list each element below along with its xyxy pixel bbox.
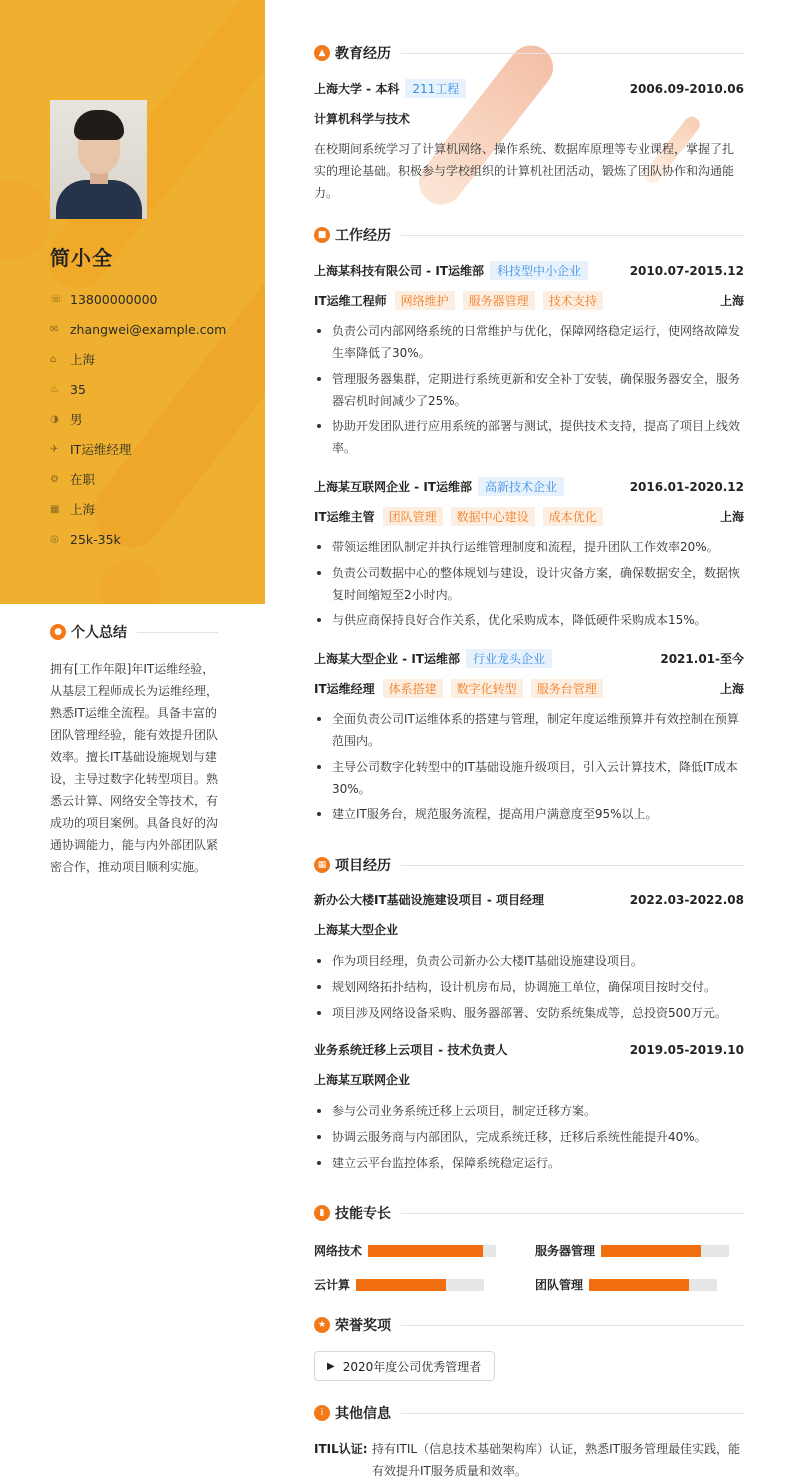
job-bullet: 负责公司内部网络系统的日常维护与优化，保障网络稳定运行，使网络故障发生率降低了30%。 [314, 320, 744, 364]
mail-icon: ✉ [50, 323, 59, 335]
position-icon: ✈ [50, 443, 59, 455]
skill-tag: 数字化转型 [451, 679, 523, 698]
award-item [314, 1351, 495, 1381]
project-bullet: 项目涉及网络设备采购、服务器部署、安防系统集成等，总投资500万元。 [314, 1002, 744, 1024]
skill-name: 云计算 [314, 1278, 351, 1292]
project-name: 新办公大楼IT基础设施建设项目 - 项目经理 [314, 893, 544, 907]
section-title: 技能专长 [335, 1206, 391, 1222]
grid-icon: ▦ [314, 857, 330, 873]
skill-tag: 体系搭建 [383, 679, 443, 698]
job-bullet: 全面负责公司IT运维体系的搭建与管理，制定年度运维预算并有效控制在预算范围内。 [314, 708, 744, 752]
company-tag: 高新技术企业 [478, 477, 564, 496]
skill-tag: 服务器管理 [463, 291, 535, 310]
avatar [50, 100, 147, 219]
award-text: 2020年度公司优秀管理者 [342, 1359, 482, 1374]
divider [401, 1413, 744, 1414]
job-bullet: 与供应商保持良好合作关系，优化采购成本，降低硬件采购成本15%。 [314, 609, 744, 631]
skill-bar [368, 1245, 496, 1257]
info-salary [50, 524, 226, 554]
info-text: 35 [70, 381, 86, 397]
section-header [314, 225, 744, 245]
trophy-icon: ★ [314, 1317, 330, 1333]
info-gender [50, 404, 226, 434]
education-row [314, 79, 744, 98]
education-desc: 在校期间系统学习了计算机网络、操作系统、数据库原理等专业课程，掌握了扎实的理论基础。积极参与学校组织的计算机社团活动，锻炼了团队协作和沟通能力。 [314, 142, 735, 200]
education-date: 2006.09-2010.06 [629, 81, 744, 96]
status-icon: ⚙ [50, 473, 59, 485]
info-position [50, 434, 226, 464]
skill-fill [601, 1245, 701, 1257]
company-tag: 科技型中小企业 [490, 261, 588, 280]
skill-bar [601, 1245, 729, 1257]
skill-item [314, 1276, 484, 1293]
section-header [314, 1315, 744, 1335]
info-city [50, 494, 226, 524]
job-date: 2010.07-2015.12 [629, 263, 744, 278]
info-text: 上海 [70, 352, 96, 367]
job-bullet: 建立IT服务台，规范服务流程，提高用户满意度至95%以上。 [314, 803, 744, 825]
section-header [50, 622, 218, 642]
play-icon: ▶ [327, 1360, 335, 1372]
project-row [314, 1041, 744, 1058]
briefcase-icon: ■ [314, 227, 330, 243]
skill-name: 网络技术 [314, 1244, 363, 1258]
skill-bar [589, 1279, 717, 1291]
section-title: 个人总结 [71, 625, 127, 641]
job-row [314, 649, 744, 668]
section-header [314, 1203, 744, 1223]
school-name: 上海大学 - 本科 [314, 82, 400, 96]
info-status [50, 464, 226, 494]
job-row [314, 477, 744, 496]
skill-tag: 成本优化 [543, 507, 603, 526]
job-bullet: 带领运维团队制定并执行运维管理制度和流程，提升团队工作效率20%。 [314, 536, 744, 558]
skill-item [535, 1276, 717, 1293]
section-title: 项目经历 [335, 858, 391, 874]
info-phone [50, 284, 226, 314]
divider [401, 53, 744, 54]
other-info-row [314, 1438, 744, 1482]
info-text: 男 [70, 412, 83, 427]
gender-icon: ◑ [50, 413, 59, 425]
job-row [314, 261, 744, 280]
project-org: 上海某互联网企业 [314, 1073, 411, 1087]
section-title: 教育经历 [335, 46, 391, 62]
job-city: 上海 [719, 682, 744, 696]
info-text: 13800000000 [70, 291, 158, 307]
summary-section [50, 622, 218, 878]
skill-tag: 数据中心建设 [451, 507, 535, 526]
skill-name: 服务器管理 [535, 1244, 596, 1258]
profile-name: 简小全 [50, 246, 113, 270]
job-city: 上海 [719, 510, 744, 524]
info-age [50, 374, 226, 404]
job-role: IT运维主管 [314, 510, 375, 524]
project-date: 2019.05-2019.10 [629, 1042, 744, 1057]
project-date: 2022.03-2022.08 [629, 892, 744, 907]
major: 计算机科学与技术 [314, 112, 411, 126]
project-bullet: 参与公司业务系统迁移上云项目，制定迁移方案。 [314, 1100, 744, 1122]
job-bullet: 主导公司数字化转型中的IT基础设施升级项目，引入云计算技术，降低IT成本30%。 [314, 756, 744, 800]
job-date: 2021.01-至今 [660, 652, 744, 666]
job-role-row [314, 291, 744, 310]
section-header [314, 1403, 744, 1423]
section-header [314, 43, 744, 63]
skill-fill [589, 1279, 689, 1291]
section-title: 其他信息 [335, 1406, 391, 1422]
age-icon: ♨ [50, 383, 59, 395]
summary-text: 拥有[工作年限]年IT运维经验，从基层工程师成长为运维经理，熟悉IT运维全流程。具备丰富的团队管理经验，能有效提升团队效率。擅长IT基础设施规划与建设，主导过数字化转型项目。熟悉云计算、网络安全等技术，有成功的项目案例。具备良好的沟通协调能力，能与内外部团队紧密合作，推动项目顺利实施。 [50, 662, 219, 874]
decor-circle [100, 560, 160, 604]
info-home [50, 344, 226, 374]
project-bullet: 规划网络拓扑结构，设计机房布局，协调施工单位，确保项目按时交付。 [314, 976, 744, 998]
job-bullet: 管理服务器集群，定期进行系统更新和安全补丁安装，确保服务器安全，服务器宕机时间减少了25%。 [314, 368, 744, 412]
company-name: 上海某互联网企业 - IT运维部 [314, 480, 472, 494]
project-bullet: 协调云服务商与内部团队，完成系统迁移，迁移后系统性能提升40%。 [314, 1126, 744, 1148]
job-bullet: 协助开发团队进行应用系统的部署与测试，提供技术支持，提高了项目上线效率。 [314, 415, 744, 459]
info-text: 上海 [70, 502, 96, 517]
graduation-cap-icon: ▲ [314, 45, 330, 61]
info-text: 25k-35k [70, 531, 121, 547]
skill-name: 团队管理 [535, 1278, 584, 1292]
project-bullet: 作为项目经理，负责公司新办公大楼IT基础设施建设项目。 [314, 950, 744, 972]
job-role-row [314, 507, 744, 526]
company-tag: 行业龙头企业 [466, 649, 552, 668]
info-text: IT运维经理 [70, 442, 132, 457]
contact-info [50, 284, 226, 554]
decor-circle [0, 180, 50, 260]
sidebar [0, 0, 265, 604]
section-title: 荣誉奖项 [335, 1318, 391, 1334]
skill-item [314, 1242, 496, 1259]
info-icon: i [314, 1405, 330, 1421]
skill-tag: 团队管理 [383, 507, 443, 526]
project-bullet: 建立云平台监控体系，保障系统稳定运行。 [314, 1152, 744, 1174]
other-text: 持有ITIL（信息技术基础架构库）认证，熟悉IT服务管理最佳实践，能有效提升IT服务质量和效率。 [372, 1442, 740, 1478]
divider [401, 1325, 744, 1326]
skill-item [535, 1242, 729, 1259]
other-label: ITIL认证: [314, 1442, 368, 1456]
job-role: IT运维经理 [314, 682, 375, 696]
info-text: zhangwei@example.com [70, 321, 227, 337]
project-row [314, 891, 744, 908]
skill-tag: 服务台管理 [531, 679, 603, 698]
school-tag: 211工程 [405, 79, 466, 98]
project-name: 业务系统迁移上云项目 - 技术负责人 [314, 1043, 508, 1057]
person-icon: ● [50, 624, 66, 640]
divider [401, 235, 744, 236]
job-role-row [314, 679, 744, 698]
info-text: 在职 [70, 472, 96, 487]
divider [137, 632, 218, 633]
section-header [314, 855, 744, 875]
skill-bar [356, 1279, 484, 1291]
job-city: 上海 [719, 294, 744, 308]
section-title: 工作经历 [335, 228, 391, 244]
phone-icon: ☏ [50, 293, 63, 305]
chart-icon: ▮ [314, 1205, 330, 1221]
home-icon: ⌂ [50, 353, 57, 365]
skill-fill [368, 1245, 483, 1257]
skill-tag: 技术支持 [543, 291, 603, 310]
job-role: IT运维工程师 [314, 294, 387, 308]
company-name: 上海某大型企业 - IT运维部 [314, 652, 460, 666]
skill-fill [356, 1279, 446, 1291]
city-icon: ▦ [50, 503, 60, 515]
salary-icon: ◎ [50, 533, 59, 545]
divider [401, 1213, 744, 1214]
company-name: 上海某科技有限公司 - IT运维部 [314, 264, 484, 278]
skill-tag: 网络维护 [395, 291, 455, 310]
divider [401, 865, 744, 866]
job-bullet: 负责公司数据中心的整体规划与建设，设计灾备方案，确保数据安全，数据恢复时间缩短至2小时内。 [314, 562, 744, 606]
info-email [50, 314, 226, 344]
job-date: 2016.01-2020.12 [629, 479, 744, 494]
project-org: 上海某大型企业 [314, 923, 399, 937]
